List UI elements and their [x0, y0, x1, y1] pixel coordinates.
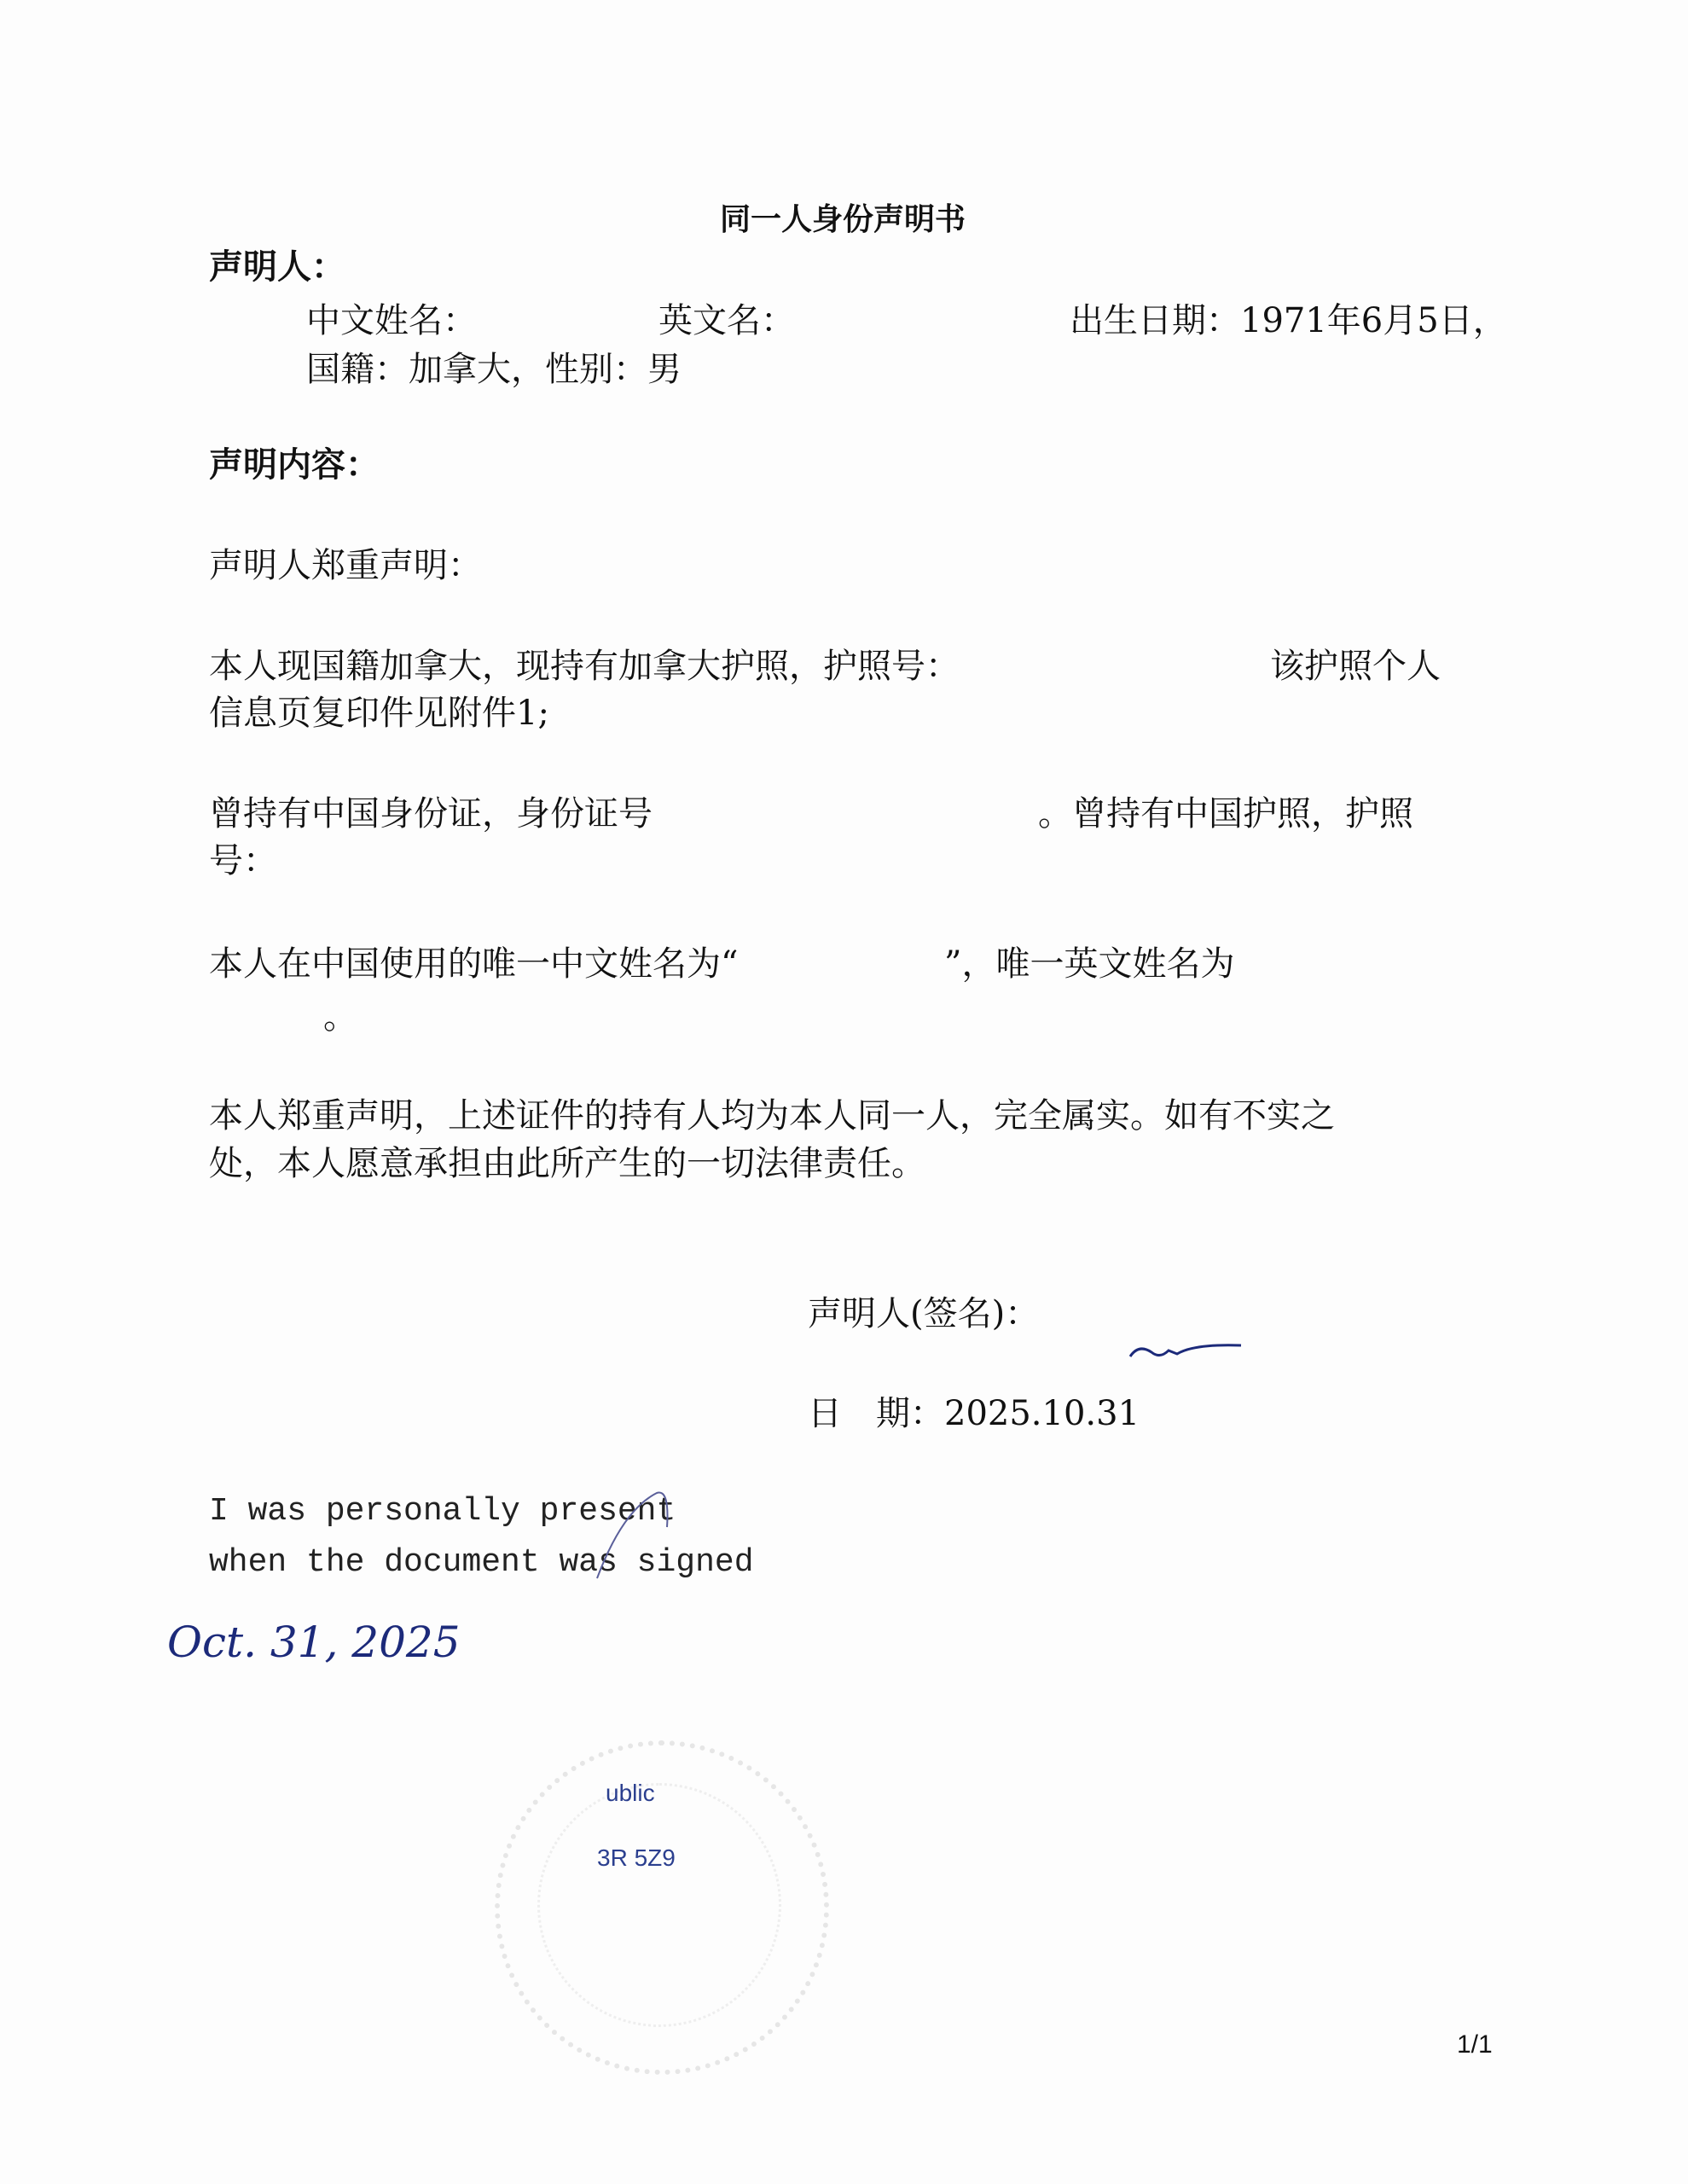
notary-statement-line-2: when the document was signed: [209, 1544, 754, 1581]
signature-scribble: [1126, 1335, 1245, 1369]
paragraph-2-line-1-tail: 。曾持有中国护照，护照: [1038, 794, 1413, 834]
intro: 声明人郑重声明：: [209, 546, 482, 585]
handwritten-date: Oct. 31, 2025: [167, 1618, 461, 1667]
paragraph-1-line-1-tail: 该护照个人: [1270, 647, 1441, 686]
chinese-name-label: 中文姓名：: [306, 301, 477, 340]
paragraph-2-line-2: 号：: [209, 841, 277, 880]
declarant-heading: 声明人：: [209, 247, 345, 287]
notary-statement-line-1: I was personally present: [209, 1493, 676, 1530]
notary-signature-stroke: [580, 1484, 682, 1587]
notary-stamp-line-2: 3R 5Z9: [597, 1844, 676, 1871]
page-number: 1/1: [1457, 2030, 1493, 2059]
content-heading: 声明内容：: [209, 444, 380, 485]
document-title: 同一人身份声明书: [720, 202, 966, 237]
signature-label: 声明人(签名)：: [808, 1294, 1040, 1333]
paragraph-1-line-2: 信息页复印件见附件1;: [209, 694, 549, 733]
paragraph-3-line-2: 。: [323, 997, 357, 1037]
notary-stamp-line-1: ublic: [606, 1780, 655, 1806]
paragraph-1-line-1: 本人现国籍加拿大，现持有加拿大护照，护照号：: [209, 647, 960, 686]
embossed-seal-inner: [537, 1780, 781, 2027]
paragraph-4-line-2: 处，本人愿意承担由此所产生的一切法律责任。: [209, 1144, 925, 1183]
signature-date: 日 期：2025.10.31: [808, 1394, 1140, 1433]
birth-date: 出生日期：1971年6月5日，: [1070, 301, 1507, 340]
paragraph-4-line-1: 本人郑重声明，上述证件的持有人均为本人同一人，完全属实。如有不实之: [209, 1096, 1335, 1136]
english-name-label: 英文名：: [658, 301, 795, 340]
nationality-gender: 国籍：加拿大，性别：男: [306, 350, 682, 389]
paragraph-2-line-1: 曾持有中国身份证，身份证号: [209, 794, 653, 834]
paragraph-3-line-1: 本人在中国使用的唯一中文姓名为“: [209, 944, 739, 984]
paragraph-3-line-1-tail: ”，唯一英文姓名为: [944, 944, 1235, 984]
